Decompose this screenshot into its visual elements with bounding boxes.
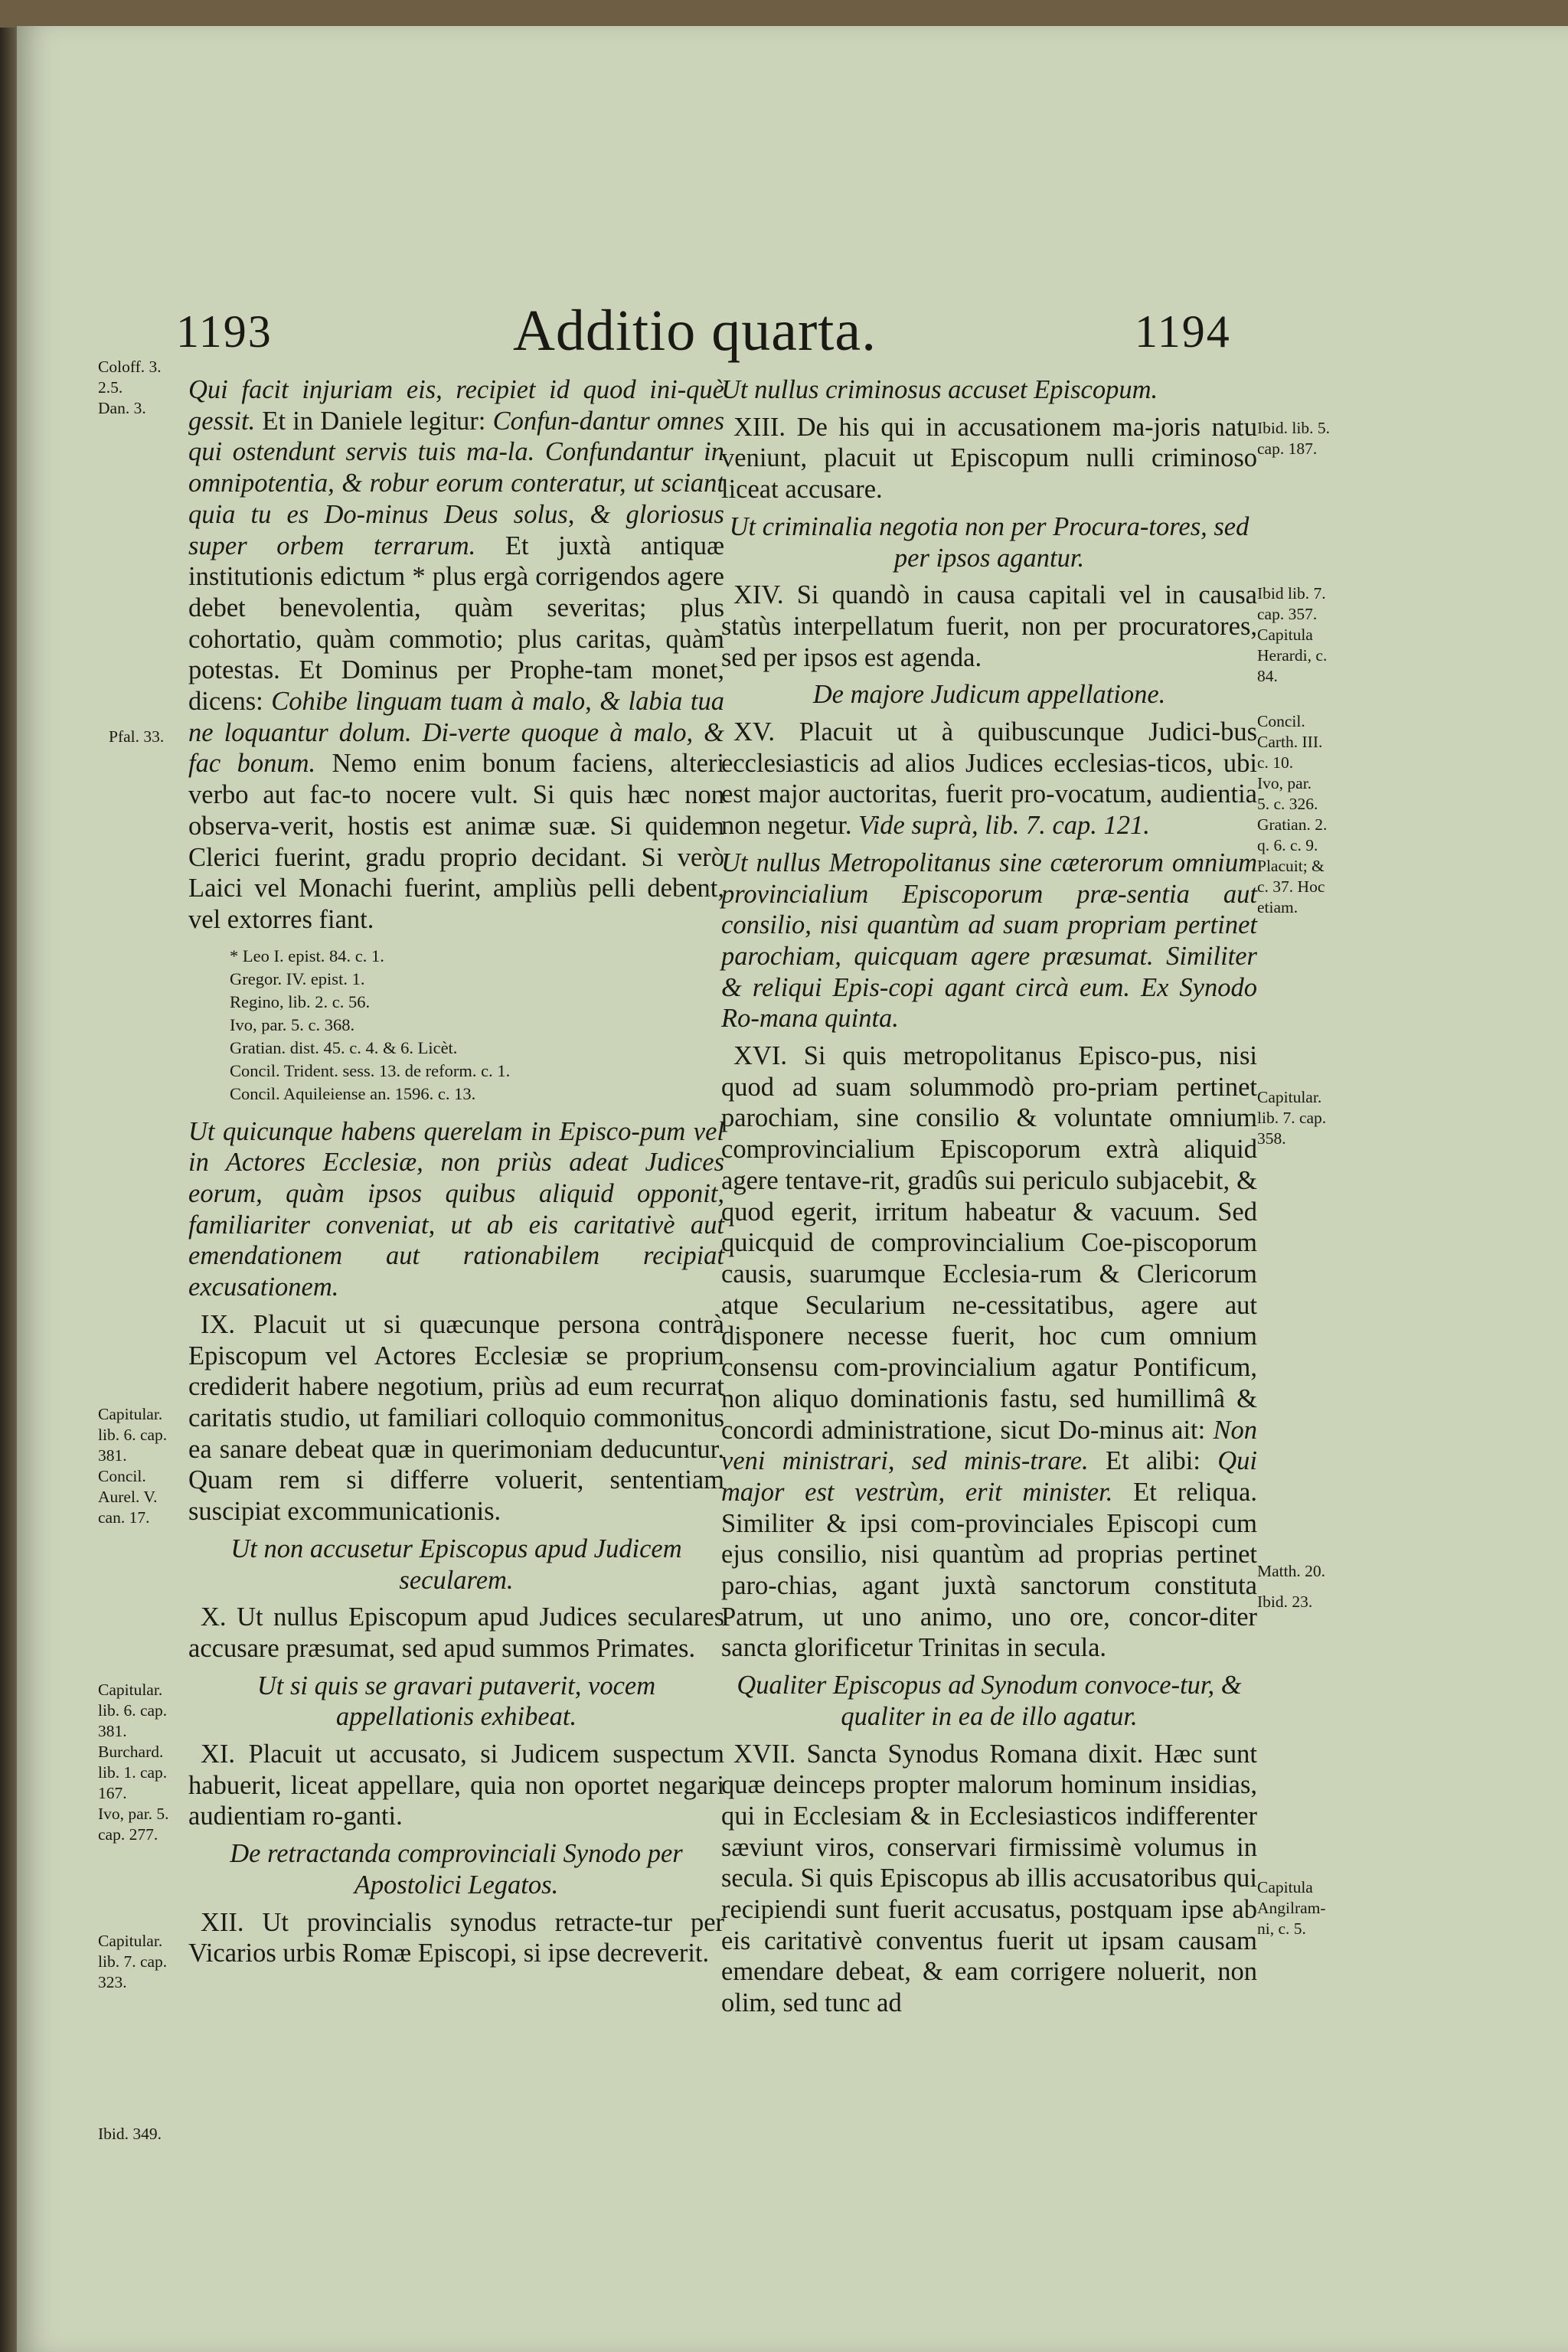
- footnote-references: [230, 945, 724, 1106]
- text-column-left: [188, 374, 724, 1969]
- footnote-line: Concil. Trident. sess. 13. de reform. c. 1.: [230, 1060, 511, 1080]
- canon-xvii: XVII. Sancta Synodus Romana dixit. Hæc sunt quæ deinceps propter malorum hominum insidias, qui in Ecclesiam & in Ecclesiasticos indifferenter sæviunt viros, conservari firmissimè volumus in secula. Si quis Episcopus ab illis accusatoribus qui recipiendi sunt fuerit accusatus, postquam ipse ab eis caritativè conventus fuerit ut ipsam causam emendare debeat, & eam corrigere noluerit, non olim, sed tunc ad: [721, 1739, 1257, 2018]
- paragraph: [188, 374, 724, 936]
- footnote-line: Ivo, par. 5. c. 368.: [230, 1014, 355, 1034]
- book-page: [17, 26, 1568, 2352]
- rubric: De majore Judicum appellatione.: [812, 680, 1166, 710]
- rubric: De retractanda comprovinciali Synodo per Apostolici Legatos.: [230, 1839, 683, 1900]
- rubric: Qualiter Episcopus ad Synodum convoce-tur, & qualiter in ea de illo agatur.: [737, 1671, 1242, 1731]
- canon-ix: IX. Placuit ut si quæcunque persona contrà Episcopum vel Actores Ecclesiæ se proprium crediderit habere negotium, priùs ad eum recurrat caritatis studio, ut familiari colloquio commonitus ea sanare debeat quæ in querimoniam deducuntur. Quam rem si differre voluerit, sententiam suscipiat excommunicationis.: [188, 1309, 724, 1527]
- margin-note-right: Capitula Angilram- ni, c. 5.: [1257, 1878, 1326, 1938]
- book-top-edge: [0, 0, 1568, 28]
- margin-note-left: Capitular. lib. 6. cap. 381. Burchard. lib. 1. cap. 167. Ivo, par. 5. cap. 277.: [98, 1681, 169, 1844]
- canon-xv: [721, 717, 1257, 841]
- margin-note-right: Ibid. 23.: [1257, 1592, 1313, 1611]
- scripture-quote: Confun-dantur omnes qui ostendunt servis tuis ma-la. Confundantur in omnipotentia, & robur eorum conteratur, ut sciant quia tu es Do-minus Deus solus, & gloriosus super orbem terrarum.: [188, 406, 724, 560]
- rubric: Ut nullus Metropolitanus sine cæterorum omnium provincialium Episcoporum præ-sentia aut consilio, nisi quantùm ad suam propriam pertinet parochiam, quicquam agere præsumat. Similiter & reliqui Epis-copi agant circà eum. Ex Synodo Ro-mana quinta.: [721, 848, 1257, 1034]
- text-run: XVI. Si quis metropolitanus Episco-pus, nisi quod ad suam solummodò pro-priam pertinet parochiam, sine consilio & voluntate omnium comprovincialium Episcoporum extrà aliquid agere tentave-rit, gradûs sui periculo subjacebit, & quod egerit, irritum habeatur & vacuum. Sed quicquid de comprovincialium Coe-piscoporum causis, suarumque Ecclesia-rum & Clericorum atque Secularium ne-cessitatibus, agere aut disponere necesse fuerit, hoc cum omnium consensu com-provincialium agatur Pontificum, non aliquo dominationis fastu, sed humillimâ & concordi administratione, sicut Do-minus ait:: [721, 1041, 1257, 1445]
- margin-note-right: Capitular. lib. 7. cap. 358.: [1257, 1088, 1327, 1148]
- margin-note-right: Concil. Carth. III. c. 10. Ivo, par. 5. c. 326. Gratian. 2. q. 6. c. 9. Placuit; & c. 37. Hoc etiam.: [1257, 712, 1328, 916]
- canon-xiv: XIV. Si quandò in causa capitali vel in causa statùs interpellatum fuerit, non per procuratores, sed per ipsos est agenda.: [721, 580, 1257, 672]
- canon-xii: XII. Ut provincialis synodus retracte-tur per Vicarios urbis Romæ Episcopi, si ipse decreverit.: [188, 1907, 724, 1968]
- page-number-right: 1194: [1135, 306, 1231, 357]
- text-column-right: [721, 374, 1257, 2019]
- margin-note-right: Ibid. lib. 5. cap. 187.: [1257, 419, 1330, 458]
- rubric: Ut criminalia negotia non per Procura-tores, sed per ipsos agantur.: [729, 511, 1250, 573]
- rubric: Ut si quis se gravari putaverit, vocem appellationis exhibeat.: [256, 1671, 656, 1732]
- rubric: Ut non accusetur Episcopus apud Judicem secularem.: [230, 1534, 682, 1595]
- canon-xi: XI. Placuit ut accusato, si Judicem suspectum habuerit, liceat appellare, quia non oportet negari audientiam ro-ganti.: [188, 1740, 724, 1831]
- canon-xvi: [721, 1040, 1257, 1664]
- running-header: [17, 298, 1568, 374]
- margin-note-left: Ibid. 349.: [98, 2125, 162, 2143]
- rubric: Ut nullus criminosus accuset Episcopum.: [721, 375, 1158, 404]
- margin-note-left: Coloff. 3. 2.5. Dan. 3.: [98, 358, 162, 417]
- cross-reference: Vide suprà, lib. 7. cap. 121.: [858, 811, 1150, 841]
- page-number-left: 1193: [176, 306, 273, 357]
- scripture-quote: Qui major est vestrùm, erit minister.: [721, 1446, 1257, 1507]
- margin-note-left: Capitular. lib. 7. cap. 323.: [98, 1932, 168, 1991]
- footnote-line: Gregor. IV. epist. 1.: [230, 969, 365, 988]
- scripture-quote: Qui facit injuriam eis, recipiet id quod ini-què gessit.: [188, 375, 724, 436]
- margin-note-right: Ibid lib. 7. cap. 357. Capitula Herardi, c. 84.: [1257, 584, 1328, 685]
- rubric: Ut quicunque habens querelam in Episco-pum vel in Actores Ecclesiæ, non priùs adeat Judices eorum, quàm ipsos quibus aliquid opponit, familiariter conveniat, ut ab eis caritativè aut emendationem aut rationabilem recipiat excusationem.: [188, 1116, 724, 1302]
- scripture-quote: Cohibe linguam tuam à malo, & labia tua ne loquantur dolum. Di-verte quoque à malo, & fac bonum.: [188, 687, 724, 779]
- footnote-line: Regino, lib. 2. c. 56.: [230, 991, 371, 1011]
- margin-note-left: Capitular. lib. 6. cap. 381. Concil. Aurel. V. can. 17.: [98, 1405, 168, 1527]
- text-run: Nemo enim bonum faciens, alteri verbo aut fac-to nocere vult. Si quis hæc non observa-verit, hostis est animæ suæ. Si quidem Clerici fuerint, gradu proprio decidant. Si verò Laici vel Monachi fuerint, ampliùs pelli debent, vel extorres fiant.: [188, 749, 724, 934]
- footnote-line: Concil. Aquileiense an. 1596. c. 13.: [230, 1083, 476, 1103]
- margin-note-right: Matth. 20.: [1257, 1562, 1325, 1580]
- text-run: Et alibi:: [1088, 1446, 1218, 1476]
- footnote-line: * Leo I. epist. 84. c. 1.: [230, 946, 384, 965]
- text-run: XV. Placuit ut à quibuscunque Judici-bus ecclesiasticis ad alios Judices ecclesias-ticos, ubi est major auctoritas, fuerit pro-vocatum, audientia non negetur.: [721, 717, 1257, 841]
- margin-note-left: Pfal. 33.: [109, 727, 165, 746]
- text-run: Et reliqua. Similiter & ipsi com-provinciales Episcopi cum ejus consilio, nisi quantùm ad proprias pertinet paro-chias, agant juxtà sanctorum constituta Patrum, ut uno animo, uno ore, concor-diter sancta glorificetur Trinitas in secula.: [721, 1477, 1257, 1663]
- text-run: Et juxtà antiquæ institutionis edictum * plus ergà corrigendos agere debet benevolentia, quàm severitas; plus cohortatio, quàm commotio; plus caritas, quàm potestas. Et Dominus per Prophe-tam monet, dicens:: [188, 531, 724, 717]
- canon-xiii: XIII. De his qui in accusationem ma-joris natu veniunt, placuit ut Episcopum nulli criminoso liceat accusare.: [721, 412, 1257, 505]
- page-title: Additio quarta.: [513, 299, 877, 363]
- text-run: Et in Daniele legitur:: [255, 406, 493, 436]
- scripture-quote: Non veni ministrari, sed minis-trare.: [721, 1415, 1257, 1476]
- footnote-line: Gratian. dist. 45. c. 4. & 6. Licèt.: [230, 1037, 458, 1057]
- canon-x: X. Ut nullus Episcopum apud Judices seculares accusare præsumat, sed apud summos Primates.: [188, 1602, 724, 1663]
